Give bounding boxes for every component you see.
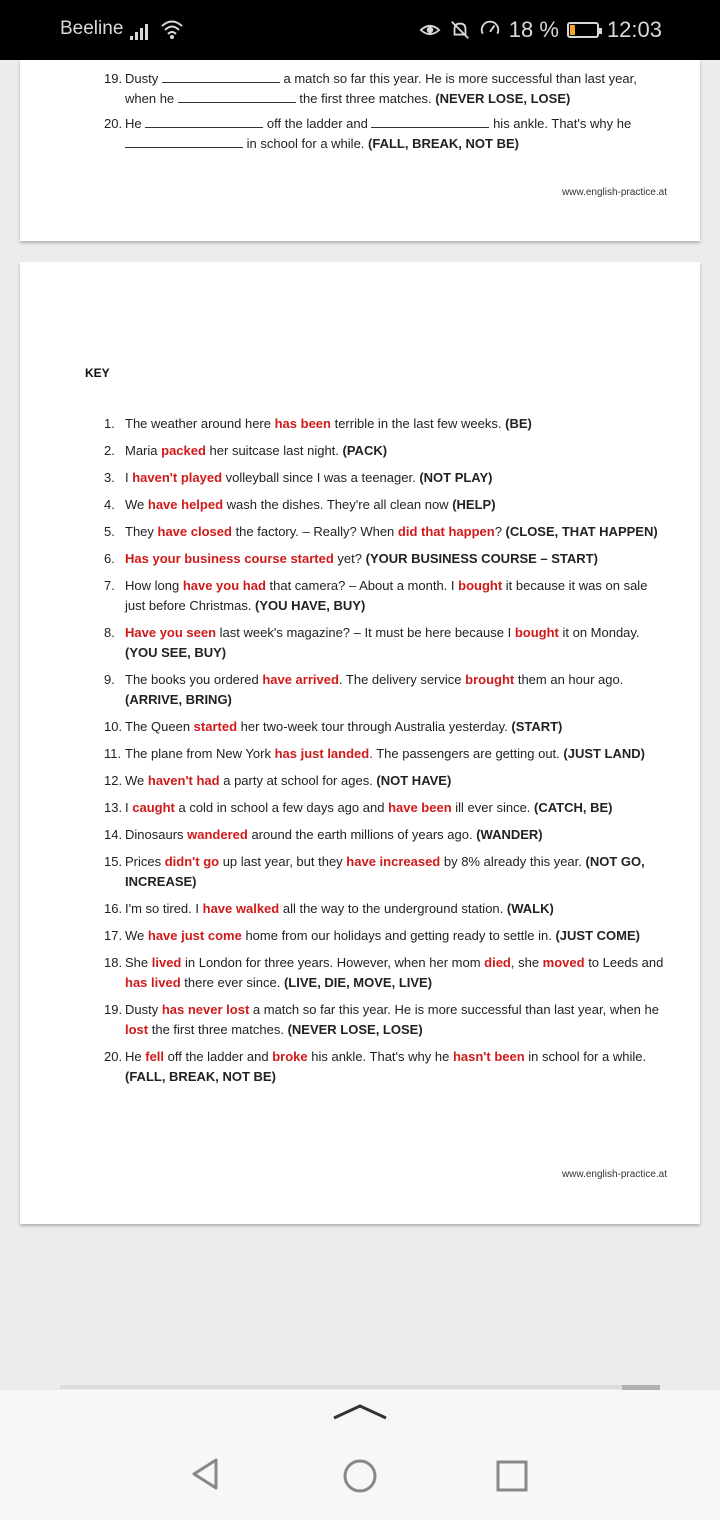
answer-text: has been [274, 416, 331, 431]
verb-hint: (WANDER) [476, 827, 543, 842]
answer-text: have just come [147, 928, 242, 943]
key-item-1 [104, 414, 664, 434]
answer-blank [125, 135, 243, 148]
answer-text: lived [151, 955, 182, 970]
item-number: 20. [104, 116, 123, 131]
item-text: the first three matches. [299, 91, 432, 106]
sentence-text: up last year, but they [219, 854, 347, 869]
item-text: off the ladder and [266, 116, 368, 131]
document-page-key [20, 262, 700, 1224]
answer-text: have you had [182, 578, 266, 593]
answer-text: packed [161, 443, 206, 458]
answer-blank [162, 70, 280, 83]
signal-icon [130, 22, 152, 40]
item-text: Dusty [125, 71, 159, 86]
item-number: 11. [104, 746, 122, 761]
key-item-8 [104, 623, 664, 663]
sentence-text: yet? [333, 551, 366, 566]
sentence-text: in school for a while. [524, 1049, 647, 1064]
source-url[interactable]: www.english-practice.at [561, 187, 667, 198]
item-number: 16. [104, 901, 123, 916]
answer-blank [145, 115, 263, 128]
sentence-text: them an hour ago. [514, 672, 624, 687]
item-text: a match so far this year. He is more successful than last year, [283, 71, 637, 86]
sentence-text: around the earth millions of years ago. [247, 827, 477, 842]
sentence-text: a party at school for ages. [219, 773, 377, 788]
sentence-text: I [125, 470, 133, 485]
verb-hint: (BE) [505, 416, 532, 431]
key-item-9 [104, 670, 664, 710]
verb-hint: (YOU SEE, BUY) [125, 645, 227, 660]
sentence-text: in London for three years. However, when her mom [181, 955, 485, 970]
sentence-text: that camera? – About a month. I [265, 578, 459, 593]
status-bar [0, 0, 720, 60]
item-number: 6. [104, 551, 115, 566]
item-number: 20. [104, 1049, 123, 1064]
back-icon[interactable] [188, 1456, 224, 1492]
answer-text: wandered [187, 827, 248, 842]
item-number: 17. [104, 928, 123, 943]
item-sentence [125, 926, 664, 946]
sentence-text: wash the dishes. They're all clean now [223, 497, 453, 512]
verb-hint: (FALL, BREAK, NOT BE) [125, 1069, 276, 1084]
document-page-exercise [20, 60, 700, 241]
item-sentence [125, 1047, 664, 1087]
verb-hint: (CLOSE, THAT HAPPEN) [505, 524, 658, 539]
sentence-text: I'm so tired. I [125, 901, 203, 916]
item-sentence [125, 798, 664, 818]
sentence-text: She [125, 955, 152, 970]
answer-text: didn't go [164, 854, 220, 869]
exercise-item-20 [104, 114, 664, 154]
key-item-12 [104, 771, 664, 791]
verb-hint: (NOT HAVE) [376, 773, 452, 788]
home-icon[interactable] [342, 1458, 378, 1494]
item-sentence [125, 414, 664, 434]
item-text: his ankle. That's why he [493, 116, 632, 131]
item-number: 10. [104, 719, 123, 734]
item-sentence [125, 549, 664, 569]
sentence-text: How long [125, 578, 183, 593]
answer-text: haven't played [132, 470, 223, 485]
answer-text: did that happen [397, 524, 495, 539]
sentence-text: all the way to the underground station. [279, 901, 507, 916]
key-item-15 [104, 852, 664, 892]
sentence-text: We [125, 773, 148, 788]
answer-text: hasn't been [452, 1049, 525, 1064]
answer-text: has just landed [274, 746, 370, 761]
verb-hint: (JUST COME) [555, 928, 640, 943]
sentence-text: home from our holidays and getting ready to settle in. [241, 928, 556, 943]
data-saver-icon [479, 19, 501, 41]
verb-hint: (PACK) [342, 443, 388, 458]
bell-off-icon [449, 19, 471, 41]
answer-text: Has your business course started [125, 551, 334, 566]
sentence-text: ? [494, 524, 506, 539]
answer-text: haven't had [147, 773, 220, 788]
chevron-up-icon[interactable] [330, 1400, 390, 1424]
key-item-6 [104, 549, 664, 569]
item-number: 7. [104, 578, 115, 593]
answer-text: has lived [125, 975, 181, 990]
sentence-text: Prices [125, 854, 165, 869]
answer-text: bought [514, 625, 559, 640]
item-number: 2. [104, 443, 115, 458]
sentence-text: The books you ordered [125, 672, 263, 687]
verb-hint: (NOT GO, INCREASE) [125, 854, 645, 889]
item-number: 19. [104, 71, 123, 86]
sentence-text: her suitcase last night. [205, 443, 343, 458]
item-sentence [125, 441, 664, 461]
item-number: 14. [104, 827, 123, 842]
horizontal-scrollbar[interactable] [60, 1385, 660, 1389]
item-text: when he [125, 91, 175, 106]
answer-text: moved [542, 955, 585, 970]
verb-hint: (START) [511, 719, 563, 734]
sentence-text: The plane from New York [125, 746, 275, 761]
sentence-text: , she [510, 955, 543, 970]
sentence-text: We [125, 928, 148, 943]
item-sentence [125, 953, 664, 993]
item-sentence [125, 771, 664, 791]
carrier-name: Beeline [60, 18, 124, 39]
key-item-13 [104, 798, 664, 818]
sentence-text: her two-week tour through Australia yesterday. [237, 719, 512, 734]
item-text: in school for a while. [246, 136, 365, 151]
sentence-text: Dinosaurs [125, 827, 188, 842]
verb-hint: (FALL, BREAK, NOT BE) [368, 136, 519, 151]
sentence-text: there ever since. [180, 975, 284, 990]
item-sentence [125, 1000, 664, 1040]
sentence-text: last week's magazine? – It must be here because I [216, 625, 515, 640]
eye-icon [419, 19, 441, 41]
item-sentence [125, 522, 664, 542]
sentence-text: the factory. – Really? When [231, 524, 398, 539]
answer-text: Have you seen [125, 625, 217, 640]
battery-percent: 18 % [508, 17, 559, 42]
answer-text: has never lost [161, 1002, 250, 1017]
sentence-text: . The delivery service [338, 672, 466, 687]
item-sentence [125, 852, 664, 892]
sentence-text: The weather around here [125, 416, 275, 431]
item-sentence [125, 670, 664, 710]
sentence-text: terrible in the last few weeks. [330, 416, 506, 431]
answer-blank [178, 90, 296, 103]
sentence-text: his ankle. That's why he [307, 1049, 453, 1064]
sentence-text: off the ladder and [164, 1049, 273, 1064]
exercise-item-19 [104, 69, 664, 109]
recents-icon[interactable] [496, 1460, 528, 1492]
clock: 12:03 [606, 17, 662, 42]
key-item-3 [104, 468, 664, 488]
key-item-18 [104, 953, 664, 993]
key-item-2 [104, 441, 664, 461]
verb-hint: (ARRIVE, BRING) [125, 692, 232, 707]
key-item-4 [104, 495, 664, 515]
battery-level [570, 25, 575, 35]
answer-text: have arrived [262, 672, 339, 687]
answer-text: have been [388, 800, 452, 815]
key-item-5 [104, 522, 664, 542]
answer-text: died [484, 955, 511, 970]
sentence-text: He [125, 1049, 146, 1064]
item-number: 8. [104, 625, 115, 640]
key-item-20 [104, 1047, 664, 1087]
verb-hint: (YOUR BUSINESS COURSE – START) [365, 551, 598, 566]
item-number: 1. [104, 416, 115, 431]
answer-blank [371, 115, 489, 128]
answer-text: broke [272, 1049, 308, 1064]
item-number: 18. [104, 955, 123, 970]
sentence-text: a cold in school a few days ago and [174, 800, 389, 815]
sentence-text: . The passengers are getting out. [369, 746, 564, 761]
verb-hint: (WALK) [506, 901, 554, 916]
sentence-text: We [125, 497, 148, 512]
source-url[interactable]: www.english-practice.at [561, 1169, 667, 1180]
bottom-navigation [0, 1390, 720, 1520]
answer-text: bought [458, 578, 503, 593]
verb-hint: (HELP) [452, 497, 496, 512]
answer-text: have closed [157, 524, 232, 539]
sentence-text: it on Monday. [558, 625, 640, 640]
sentence-text: ill ever since. [451, 800, 535, 815]
sentence-text: I [125, 800, 133, 815]
key-item-19 [104, 1000, 664, 1040]
sentence-text: a match so far this year. He is more successful than last year, when he [249, 1002, 659, 1017]
answer-text: fell [145, 1049, 165, 1064]
key-item-7 [104, 576, 664, 616]
key-heading: KEY [85, 366, 110, 380]
item-sentence [125, 468, 664, 488]
sentence-text: it because it was on sale just before Christmas. [125, 578, 648, 613]
item-number: 12. [104, 773, 123, 788]
sentence-text: They [125, 524, 158, 539]
item-number: 19. [104, 1002, 123, 1017]
item-number: 3. [104, 470, 115, 485]
key-item-14 [104, 825, 664, 845]
verb-hint: (YOU HAVE, BUY) [255, 598, 366, 613]
item-sentence [125, 825, 664, 845]
item-sentence [125, 899, 664, 919]
battery-icon [567, 22, 599, 38]
key-item-16 [104, 899, 664, 919]
verb-hint: (JUST LAND) [563, 746, 645, 761]
item-sentence [125, 623, 664, 663]
key-item-10 [104, 717, 664, 737]
wifi-icon [160, 18, 184, 40]
answer-text: brought [465, 672, 515, 687]
answer-text: caught [132, 800, 175, 815]
item-number: 13. [104, 800, 123, 815]
sentence-text: The Queen [125, 719, 194, 734]
sentence-text: by 8% already this year. [440, 854, 586, 869]
item-number: 15. [104, 854, 123, 869]
answer-text: have helped [147, 497, 224, 512]
key-item-11 [104, 744, 664, 764]
item-sentence [125, 495, 664, 515]
sentence-text: Maria [125, 443, 162, 458]
verb-hint: (NOT PLAY) [419, 470, 493, 485]
verb-hint: (NEVER LOSE, LOSE) [287, 1022, 423, 1037]
sentence-text: volleyball since I was a teenager. [222, 470, 420, 485]
sentence-text: to Leeds and [584, 955, 664, 970]
verb-hint: (CATCH, BE) [534, 800, 613, 815]
answer-text: started [193, 719, 238, 734]
answer-text: have walked [202, 901, 280, 916]
item-number: 4. [104, 497, 115, 512]
key-item-17 [104, 926, 664, 946]
item-sentence [125, 576, 664, 616]
item-number: 5. [104, 524, 115, 539]
item-number: 9. [104, 672, 115, 687]
answer-text: lost [125, 1022, 149, 1037]
answer-key-list [104, 414, 664, 1094]
item-sentence [125, 717, 664, 737]
verb-hint: (NEVER LOSE, LOSE) [435, 91, 571, 106]
sentence-text: Dusty [125, 1002, 162, 1017]
item-text: He [125, 116, 142, 131]
item-sentence [125, 744, 664, 764]
verb-hint: (LIVE, DIE, MOVE, LIVE) [283, 975, 433, 990]
sentence-text: the first three matches. [148, 1022, 288, 1037]
answer-text: have increased [346, 854, 441, 869]
